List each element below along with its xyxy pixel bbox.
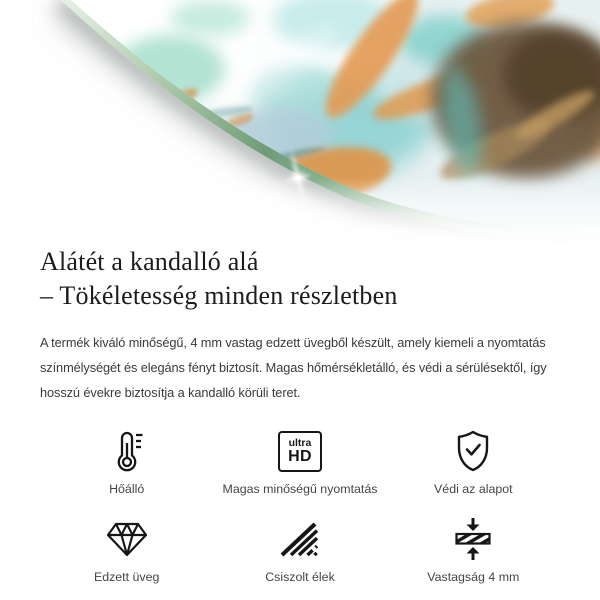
shield-check-icon xyxy=(451,428,495,474)
glass-disc-image xyxy=(0,0,600,245)
feature-label: Edzett üveg xyxy=(93,570,160,585)
feature-protects-base xyxy=(387,428,560,496)
thermometer-icon xyxy=(109,429,145,473)
feature-label: Vastagság 4 mm xyxy=(427,570,520,585)
thickness-arrows-icon xyxy=(454,517,492,561)
features-grid xyxy=(40,428,560,584)
page-title xyxy=(40,245,560,313)
ultra-hd-badge-icon: ultra HD xyxy=(278,431,322,472)
feature-tempered-glass xyxy=(40,516,213,584)
feature-thickness xyxy=(387,516,560,584)
diamond-icon xyxy=(104,519,150,559)
polished-edges-icon xyxy=(279,520,321,558)
title-line-1: Alátét a kandalló alá xyxy=(40,247,259,276)
product-photo xyxy=(0,0,600,245)
product-description: A termék kiváló minőségű, 4 mm vastag edzett üvegből készült, amely kiemeli a nyomtatás színmélységét és elegáns fényt biztosít. Magas hőmérsékletálló, és védi a sérülésektől, így hosszú évekre biztosítja a kandalló körüli teret. xyxy=(40,335,547,401)
feature-label: Hőálló xyxy=(109,482,145,497)
feature-hd-print xyxy=(213,428,386,496)
title-line-2: – Tökéletesség minden részletben xyxy=(40,281,398,310)
feature-polished-edges xyxy=(213,516,386,584)
feature-heat-resistant xyxy=(40,428,213,496)
feature-label: Csiszolt élek xyxy=(265,570,335,585)
feature-label: Védi az alapot xyxy=(434,482,513,497)
feature-label: Magas minőségű nyomtatás xyxy=(222,482,378,497)
